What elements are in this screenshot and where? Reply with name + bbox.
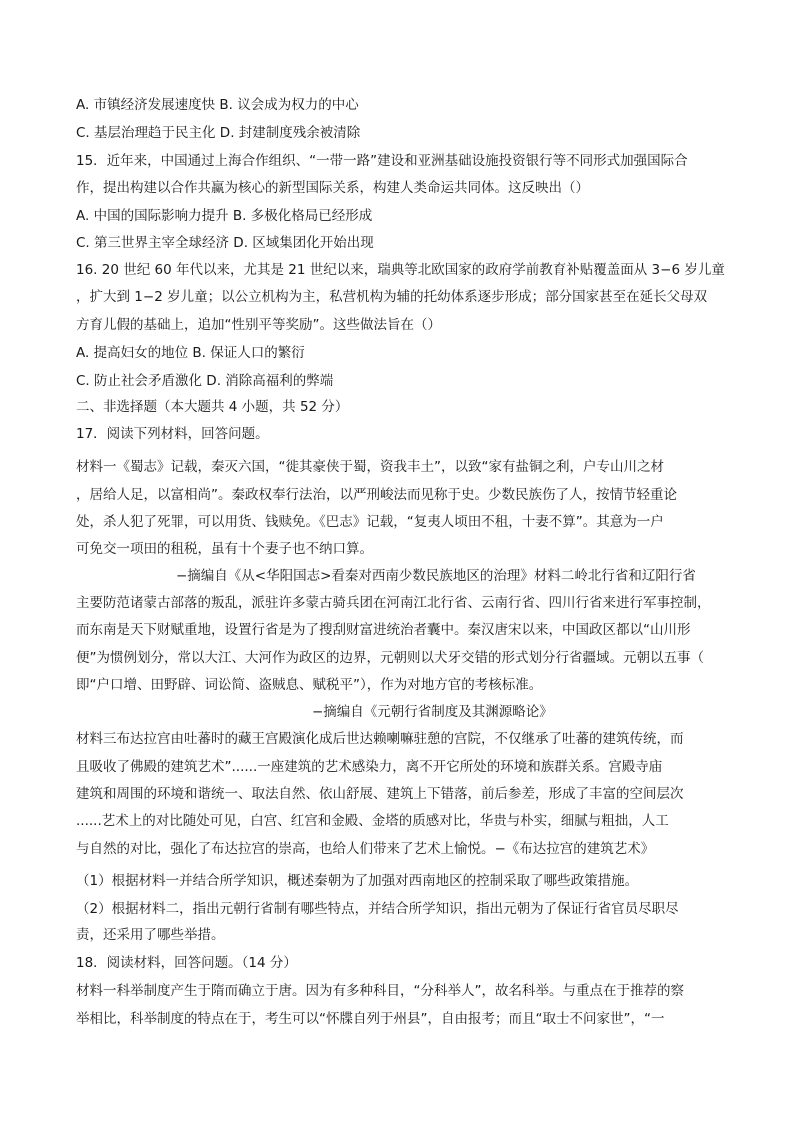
text-line: 处，杀人犯了死罪，可以用货、钱赎免。《巴志》记载，“复夷人顷田不租，十妻不算”。其意为一户 (76, 514, 664, 530)
text-line: 18．阅读材料，回答问题。（14 分） (76, 955, 297, 971)
text-line: 材料一《蜀志》记载，秦灭六国，“徙其豪侠于蜀，资我丰土”，以致“家有盐铜之利，户专山川之材 (76, 459, 664, 475)
text-line: 举相比，科举制度的特点在于，考生可以“怀牒自列于州县”，自由报考；而且“取士不问家世”，“一 (76, 1011, 665, 1027)
text-line: A. 中国的国际影响力提升 B. 多极化格局已经形成 (76, 208, 373, 224)
text-line: 与自然的对比，强化了布达拉宫的崇高，也给人们带来了艺术上愉悦。−《布达拉宫的建筑艺术》 (76, 841, 655, 857)
text-line: ，居给人足，以富相尚”。秦政权奉行法治，以严刑峻法而见称于史。少数民族伤了人，按情节轻重论 (76, 487, 677, 503)
text-line: A. 提高妇女的地位 B. 保证人口的繁衍 (76, 345, 305, 361)
text-line: 建筑和周围的环境和谐统一、取法自然、依山舒展、建筑上下错落，前后参差，形成了丰富的空间层次 (76, 786, 684, 802)
text-line: ，扩大到 1−2 岁儿童；以公立机构为主，私营机构为辅的托幼体系逐步形成；部分国家甚至在延长父母双 (76, 289, 708, 305)
text-line: ......艺术上的对比随处可见，白宫、红宫和金殿、金塔的质感对比，华贵与朴实，细腻与粗拙，人工 (76, 813, 669, 829)
text-line: （2）根据材料二，指出元朝行省制有哪些特点，并结合所学知识，指出元朝为了保证行省官员尽职尽 (76, 901, 679, 917)
text-line: 方育儿假的基础上，追加“性别平等奖励”。这些做法旨在（） (76, 317, 441, 333)
text-line: 主要防范诸蒙古部落的叛乱，派驻许多蒙古骑兵团在河南江北行省、云南行省、四川行省来进行军事控制， (76, 595, 711, 611)
text-line: 而东南是天下财赋重地，设置行省是为了搜刮财富进统治者囊中。秦汉唐宋以来，中国政区都以“山川形 (76, 622, 691, 638)
text-line: C. 第三世界主宰全球经济 D. 区域集团化开始出现 (76, 235, 374, 251)
text-line: C. 防止社会矛盾激化 D. 消除高福利的弊端 (76, 373, 334, 389)
text-line: 16. 20 世纪 60 年代以来，尤其是 21 世纪以来，瑞典等北欧国家的政府学前教育补贴覆盖面从 3−6 岁儿童 (76, 262, 725, 278)
text-line: 可免交一项田的租税，虽有十个妻子也不纳口算。 (76, 541, 373, 557)
text-line: 作，提出构建以合作共赢为核心的新型国际关系，构建人类命运共同体。这反映出（） (76, 180, 589, 196)
text-line: 材料一科举制度产生于隋而确立于唐。因为有多种科目，“分科举人”，故名科举。与重点在于推荐的察 (76, 983, 684, 999)
text-line: 便”为惯例划分，常以大江、大河作为政区的边界，元朝则以犬牙交错的形式划分行省疆域。元朝以五事（ (76, 650, 704, 666)
text-line: A. 市镇经济发展速度快 B. 议会成为权力的中心 (76, 97, 359, 113)
text-line: 15．近年来，中国通过上海合作组织、“一带一路”建设和亚洲基础设施投资银行等不同形式加强国际合 (76, 153, 688, 169)
text-line: 责，还采用了哪些举措。 (76, 927, 225, 943)
text-line: 17．阅读下列材料，回答问题。 (76, 426, 269, 442)
text-line: 二、非选择题（本大题共 4 小题，共 52 分） (76, 399, 349, 415)
text-line: （1）根据材料一并结合所学知识，概述秦朝为了加强对西南地区的控制采取了哪些政策措施。 (76, 873, 639, 889)
source-citation-2: −摘编自《元朝行省制度及其渊源略论》 (312, 704, 553, 720)
source-citation-1: −摘编自《从<华阳国志>看秦对西南少数民族地区的治理》材料二岭北行省和辽阳行省 (176, 568, 696, 584)
text-line: 材料三布达拉宫由吐蕃时的藏王宫殿演化成后世达赖喇嘛驻憩的宫院，不仅继承了吐蕃的建筑传统，而 (76, 731, 684, 747)
text-line: 即“户口增、田野辟、词讼简、盗贼息、赋税平”），作为对地方官的考核标准。 (76, 677, 543, 693)
text-line: C. 基层治理趋于民主化 D. 封建制度残余被清除 (76, 125, 361, 141)
text-line: 且吸收了佛殿的建筑艺术”......一座建筑的艺术感染力，离不开它所处的环境和族群关系。宫殿寺庙 (76, 759, 663, 775)
